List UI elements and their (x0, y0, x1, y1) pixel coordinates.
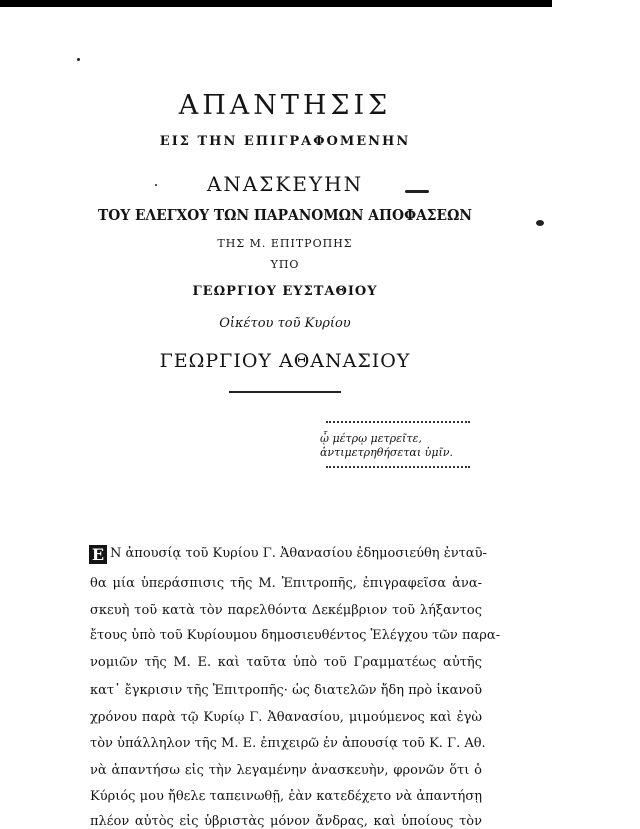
document-title: ΑΠΑΝΤΗΣΙΣ (178, 90, 392, 121)
body-text-line: Κύριός μου ἤθελε ταπεινωθῇ, ἐὰν κατεδέχετο νὰ ἀπαντήσῃ (90, 789, 482, 804)
patron-name: ΓΕΩΡΓΙΟΥ ΑΘΑΝΑΣΙΟΥ (159, 350, 411, 372)
body-text-line: νομιῶν τῆς Μ. Ε. καὶ ταῦτα ὑπὸ τοῦ Γραμματέως αὐτῆς (90, 655, 482, 670)
body-text-line: ἔτους ὑπὸ τοῦ Κυρίουμου δημοσιευθέντος Ἐλέγχου τῶν παρα- (90, 628, 501, 643)
author-role: Οἰκέτου τοῦ Κυρίου (219, 316, 351, 331)
subtitle-line: ΤΗΣ Μ. ΕΠΙΤΡΟΠΗΣ (217, 237, 353, 250)
body-text-line: σκευὴ τοῦ κατὰ τὸν παρελθόντα Δεκέμβριον τοῦ λήξαντος (90, 603, 482, 618)
body-text-line: κατ᾽ ἔγκρισιν τῆς Ἐπιτροπῆς· ὡς διατελῶν ἤδη πρὸ ἱκανοῦ (90, 683, 482, 698)
epigraph-top-rule (326, 421, 470, 423)
subtitle-line: ΥΠΟ (270, 258, 300, 271)
epigraph-line: ἀντιμετρηθήσεται ὑμῖν. (320, 446, 453, 459)
body-text-line: νὰ ἀπαντήσω εἰς τὴν λεγαμένην ἀνασκευὴν, φρονῶν ὅτι ὁ (90, 763, 482, 778)
scan-top-border (0, 0, 552, 7)
body-text-line: θα μία ὑπεράσπισις τῆς Μ. Ἐπιτροπῆς, ἐπιγραφεῖσα ἀνα- (90, 576, 482, 591)
subtitle-line: ΤΟΥ ΕΛΕΓΧΟΥ ΤΩΝ ΠΑΡΑΝΟΜΩΝ ΑΠΟΦΑΣΕΩΝ (98, 206, 472, 224)
body-text-line: Ν ἀπουσίᾳ τοῦ Κυρίου Γ. Ἀθανασίου ἐδημοσιεύθη ἐνταῦ- (110, 546, 487, 561)
author-name: ΓΕΩΡΓΙΟΥ ΕΥΣΤΑΘΙΟΥ (192, 284, 378, 299)
body-text-line: τὸν ὑπάλληλον τῆς Μ. Ε. ἐπιχειρῶ ἐν ἀπουσίᾳ τοῦ Κ. Γ. Αθ. (90, 736, 486, 751)
subtitle-line: ΑΝΑΣΚΕΥΗΝ (206, 172, 364, 196)
body-text-line: πλέον αὐτὸς εἰς ὑβριστὰς μόνον ἄνδρας, καὶ ὑποίους τὸν (90, 814, 482, 829)
title-underline (0, 378, 570, 397)
epigraph-line: ᾧ μέτρῳ μετρεῖτε, (320, 432, 422, 445)
body-text-line: χρόνου παρὰ τῷ Κυρίῳ Γ. Ἀθανασίου, μιμούμενος καὶ ἐγὼ (90, 710, 482, 725)
subtitle-line: ΕΙΣ ΤΗΝ ΕΠΙΓΡΑΦΟΜΕΝΗΝ (159, 134, 411, 149)
epigraph-bottom-rule (326, 466, 470, 468)
drop-cap: Ε (89, 545, 107, 564)
ink-speck (77, 58, 80, 61)
